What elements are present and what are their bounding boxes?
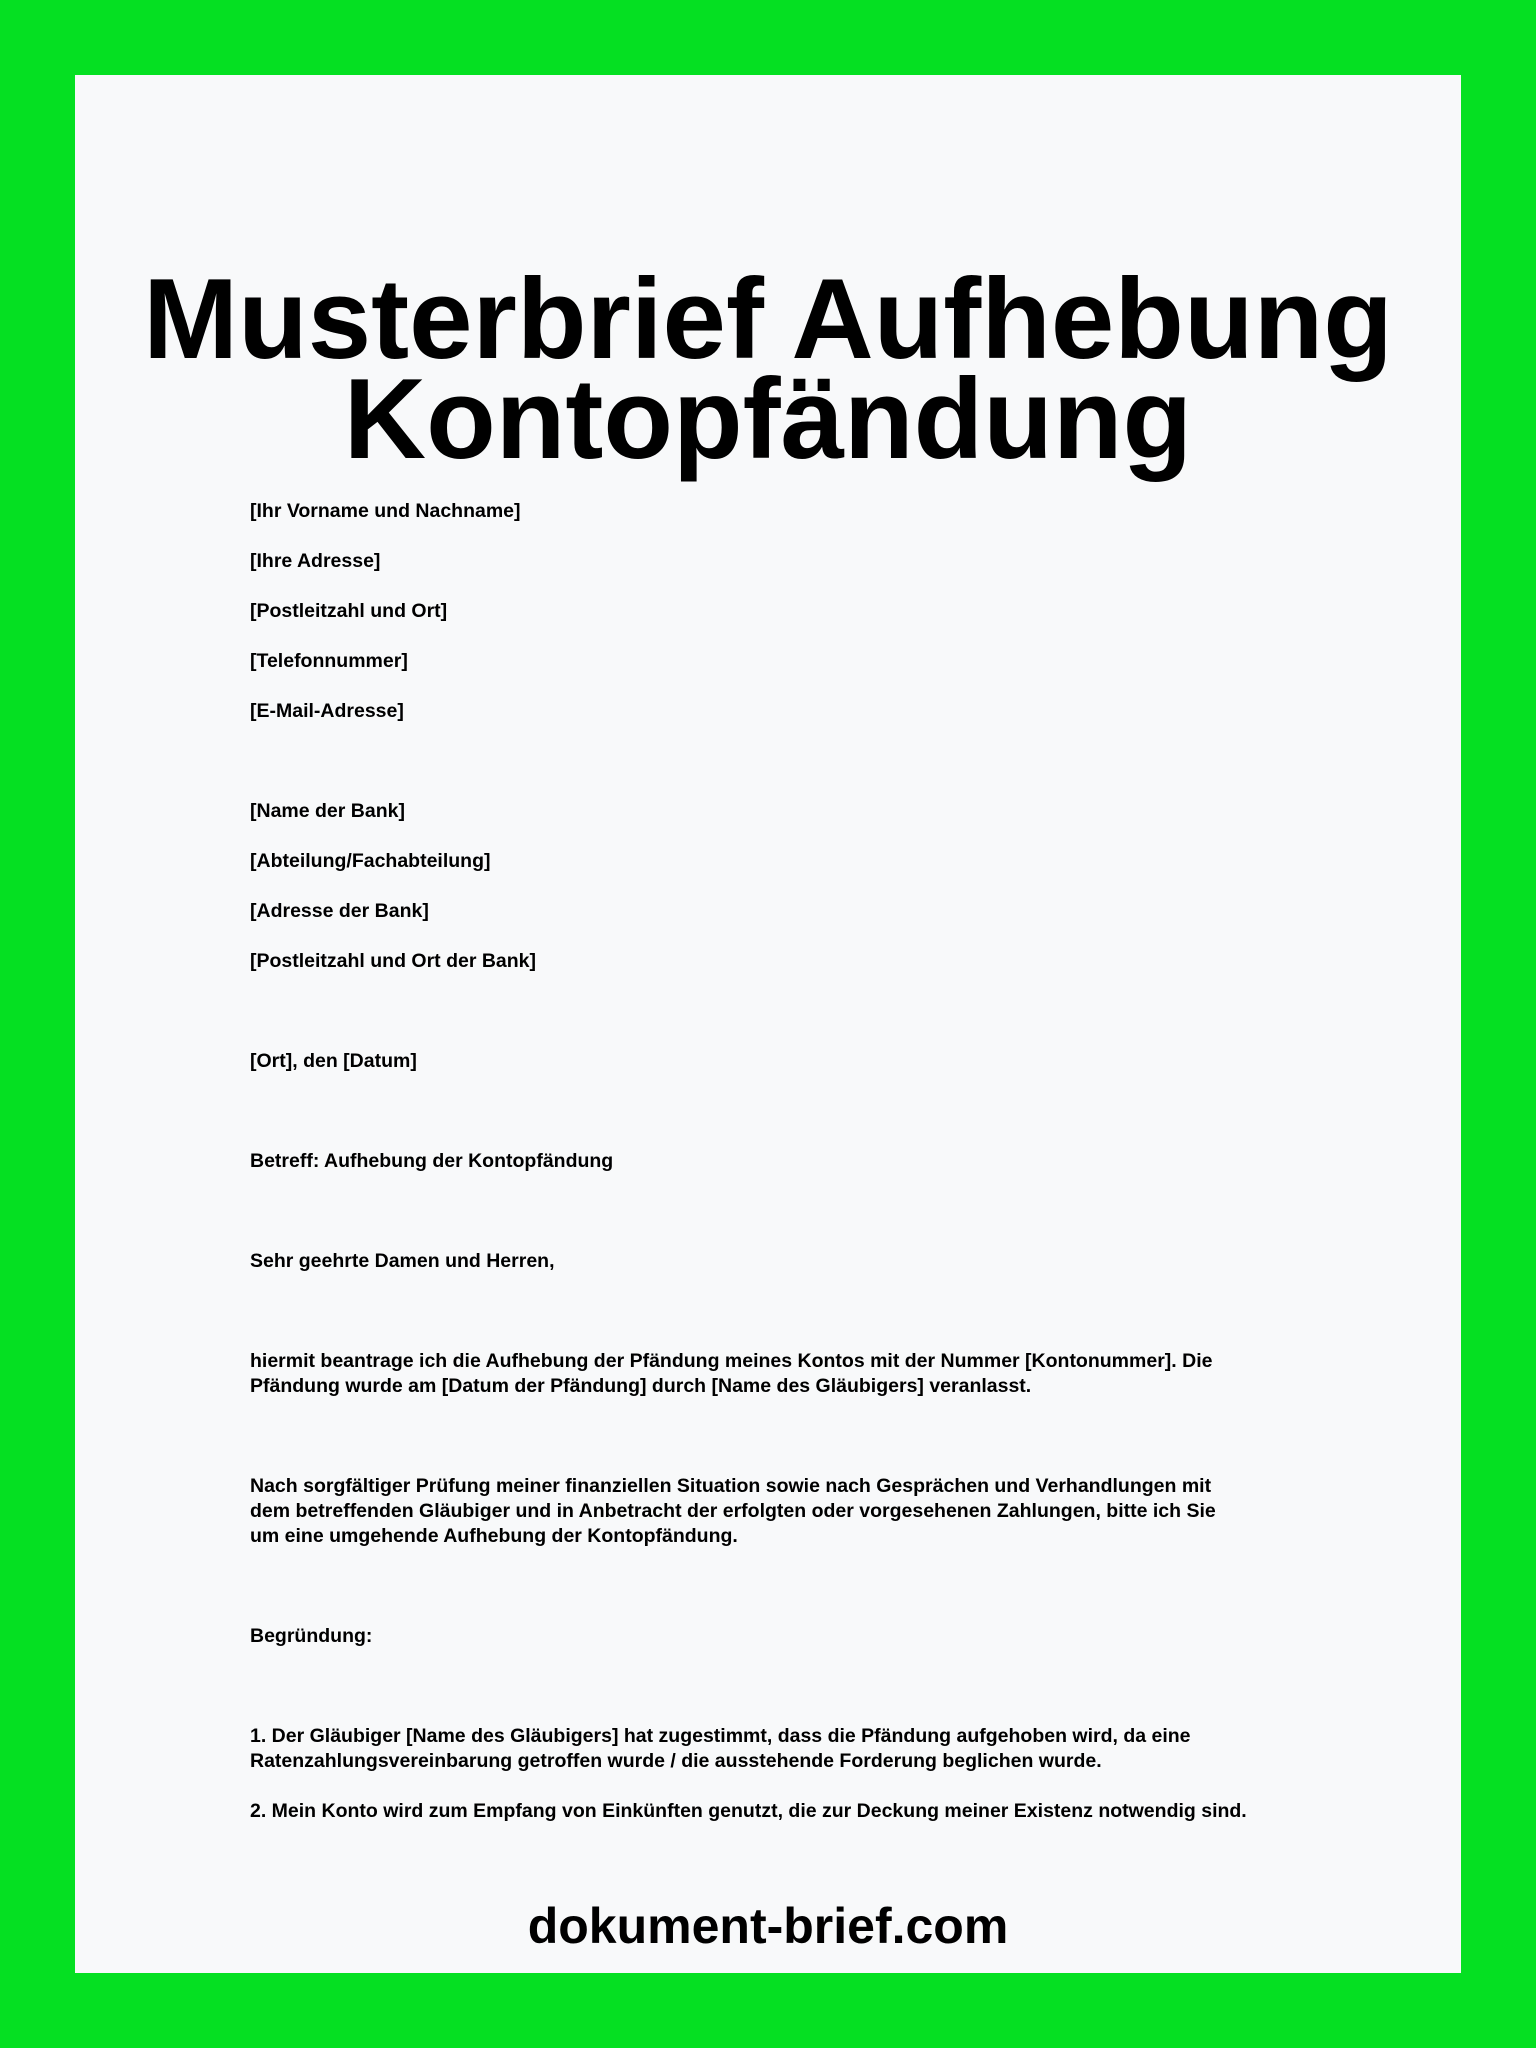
reason-2-line: 2. Mein Konto wird zum Empfang von Einkünften genutzt, die zur Deckung meiner Existenz notwendig sind.: [250, 1800, 1247, 1822]
paragraph-2-line: Nach sorgfältiger Prüfung meiner finanziellen Situation sowie nach Gesprächen und Verhandlungen mit: [250, 1475, 1212, 1497]
recipient-address: [Adresse der Bank]: [250, 900, 429, 922]
reason-1-line: 1. Der Gläubiger [Name des Gläubigers] hat zugestimmt, dass die Pfändung aufgehoben wird, da eine: [250, 1725, 1191, 1747]
recipient-bank: [Name der Bank]: [250, 800, 405, 822]
sender-address: [Ihre Adresse]: [250, 550, 381, 572]
reasons-heading: Begründung:: [250, 1625, 373, 1647]
sender-email: [E-Mail-Adresse]: [250, 700, 404, 722]
sender-phone: [Telefonnummer]: [250, 650, 408, 672]
paragraph-2-line: dem betreffenden Gläubiger und in Anbetracht der erfolgten oder vorgesehenen Zahlungen, bitte ich Sie: [250, 1500, 1216, 1522]
footer-domain: dokument-brief.com: [527, 1898, 1009, 1954]
recipient-city: [Postleitzahl und Ort der Bank]: [250, 950, 537, 972]
paragraph-2-line: um eine umgehende Aufhebung der Kontopfändung.: [250, 1525, 738, 1547]
subject-line: Betreff: Aufhebung der Kontopfändung: [250, 1150, 614, 1172]
recipient-department: [Abteilung/Fachabteilung]: [250, 850, 491, 872]
salutation: Sehr geehrte Damen und Herren,: [250, 1250, 555, 1272]
document-page: [75, 75, 1461, 1973]
title-line-1: Musterbrief Aufhebung: [143, 256, 1393, 383]
paragraph-1-line: Pfändung wurde am [Datum der Pfändung] durch [Name des Gläubigers] veranlasst.: [250, 1375, 1032, 1397]
title-line-2: Kontopfändung: [343, 356, 1193, 483]
document-title: [75, 256, 1461, 483]
reason-1-line: Ratenzahlungsvereinbarung getroffen wurde / die ausstehende Forderung beglichen wurde.: [250, 1750, 1102, 1772]
place-date: [Ort], den [Datum]: [250, 1050, 417, 1072]
sender-name: [Ihr Vorname und Nachname]: [250, 500, 521, 522]
paragraph-1-line: hiermit beantrage ich die Aufhebung der Pfändung meines Kontos mit der Nummer [Kontonummer]. Die: [250, 1350, 1213, 1372]
sender-city: [Postleitzahl und Ort]: [250, 600, 448, 622]
